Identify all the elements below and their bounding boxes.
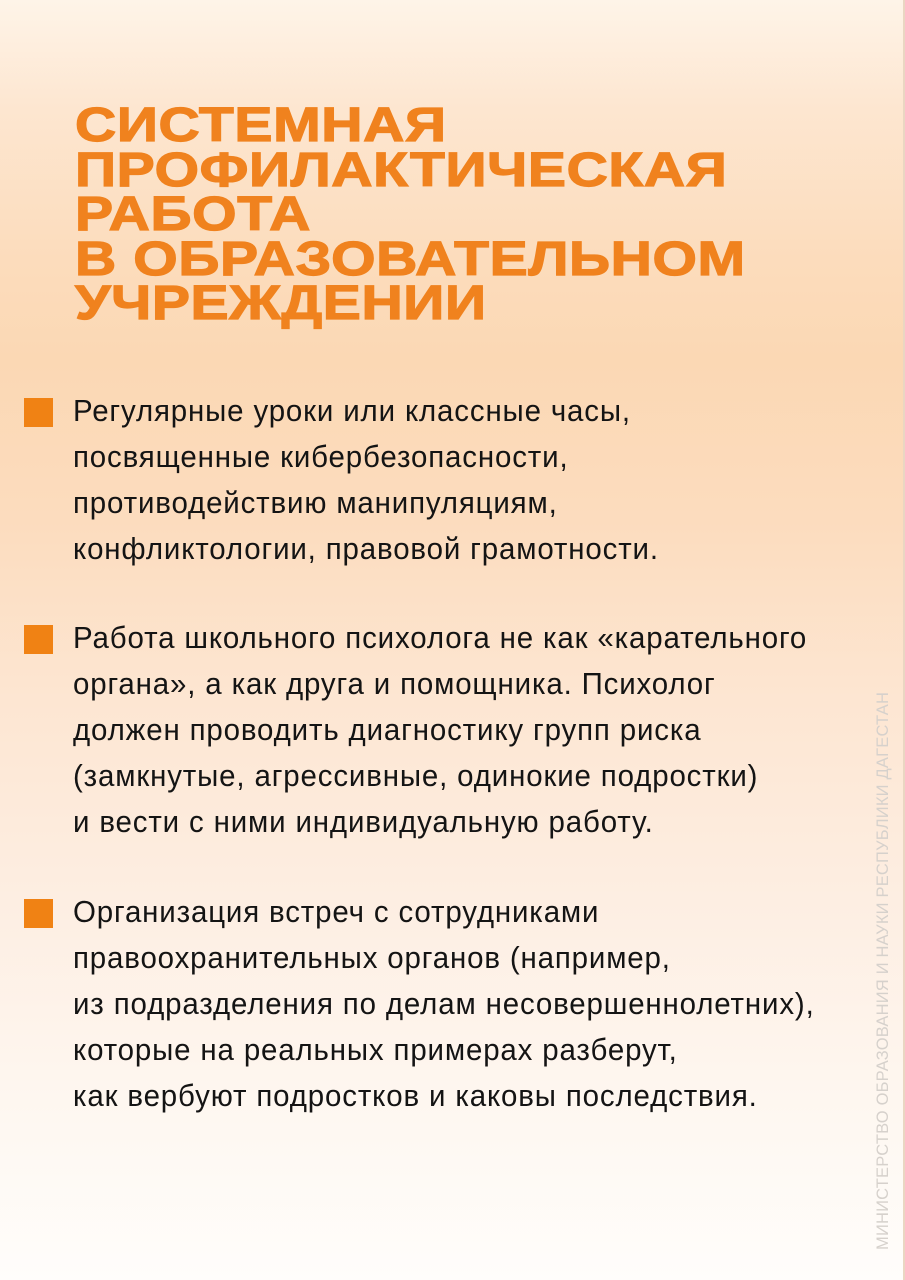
title-line: ПРОФИЛАКТИЧЕСКАЯ	[75, 143, 728, 197]
text-line: правоохранительных органов (например,	[73, 940, 671, 975]
text-line: из подразделения по делам несовершеннолетних),	[73, 986, 815, 1021]
text-line: Регулярные уроки или классные часы,	[73, 393, 631, 428]
ministry-side-caption: МИНИСТЕРСТВО ОБРАЗОВАНИЯ И НАУКИ РЕСПУБЛИКИ ДАГЕСТАН	[874, 691, 892, 1250]
text-line: противодействию манипуляциям,	[73, 485, 558, 520]
text-line: конфликтологии, правовой грамотности.	[73, 531, 659, 566]
text-line: посвященные кибербезопасности,	[73, 439, 569, 474]
list-item-text	[73, 615, 846, 845]
text-line: органа», а как друга и помощника. Психолог	[73, 666, 716, 701]
title-line: РАБОТА	[75, 188, 311, 241]
list-item-text	[73, 889, 854, 1119]
text-line: и вести с ними индивидуальную работу.	[73, 804, 654, 839]
text-line: Организация встреч с сотрудниками	[73, 894, 600, 929]
text-line: Работа школьного психолога не как «карательного	[73, 620, 808, 655]
orange-square-bullet-icon	[24, 398, 53, 427]
orange-square-bullet-icon	[24, 625, 53, 654]
orange-square-bullet-icon	[24, 899, 53, 928]
title-line: СИСТЕМНАЯ	[75, 99, 447, 152]
text-line: (замкнутые, агрессивные, одинокие подростки)	[73, 758, 759, 793]
title-line: УЧРЕЖДЕНИИ	[75, 277, 487, 330]
list-item-text	[73, 388, 690, 572]
title-line: В ОБРАЗОВАТЕЛЬНОМ	[75, 232, 746, 286]
page-title	[75, 99, 746, 330]
text-line: как вербуют подростков и каковы последствия.	[73, 1078, 758, 1113]
text-line: которые на реальных примерах разберут,	[73, 1032, 678, 1067]
text-line: должен проводить диагностику групп риска	[73, 712, 702, 747]
